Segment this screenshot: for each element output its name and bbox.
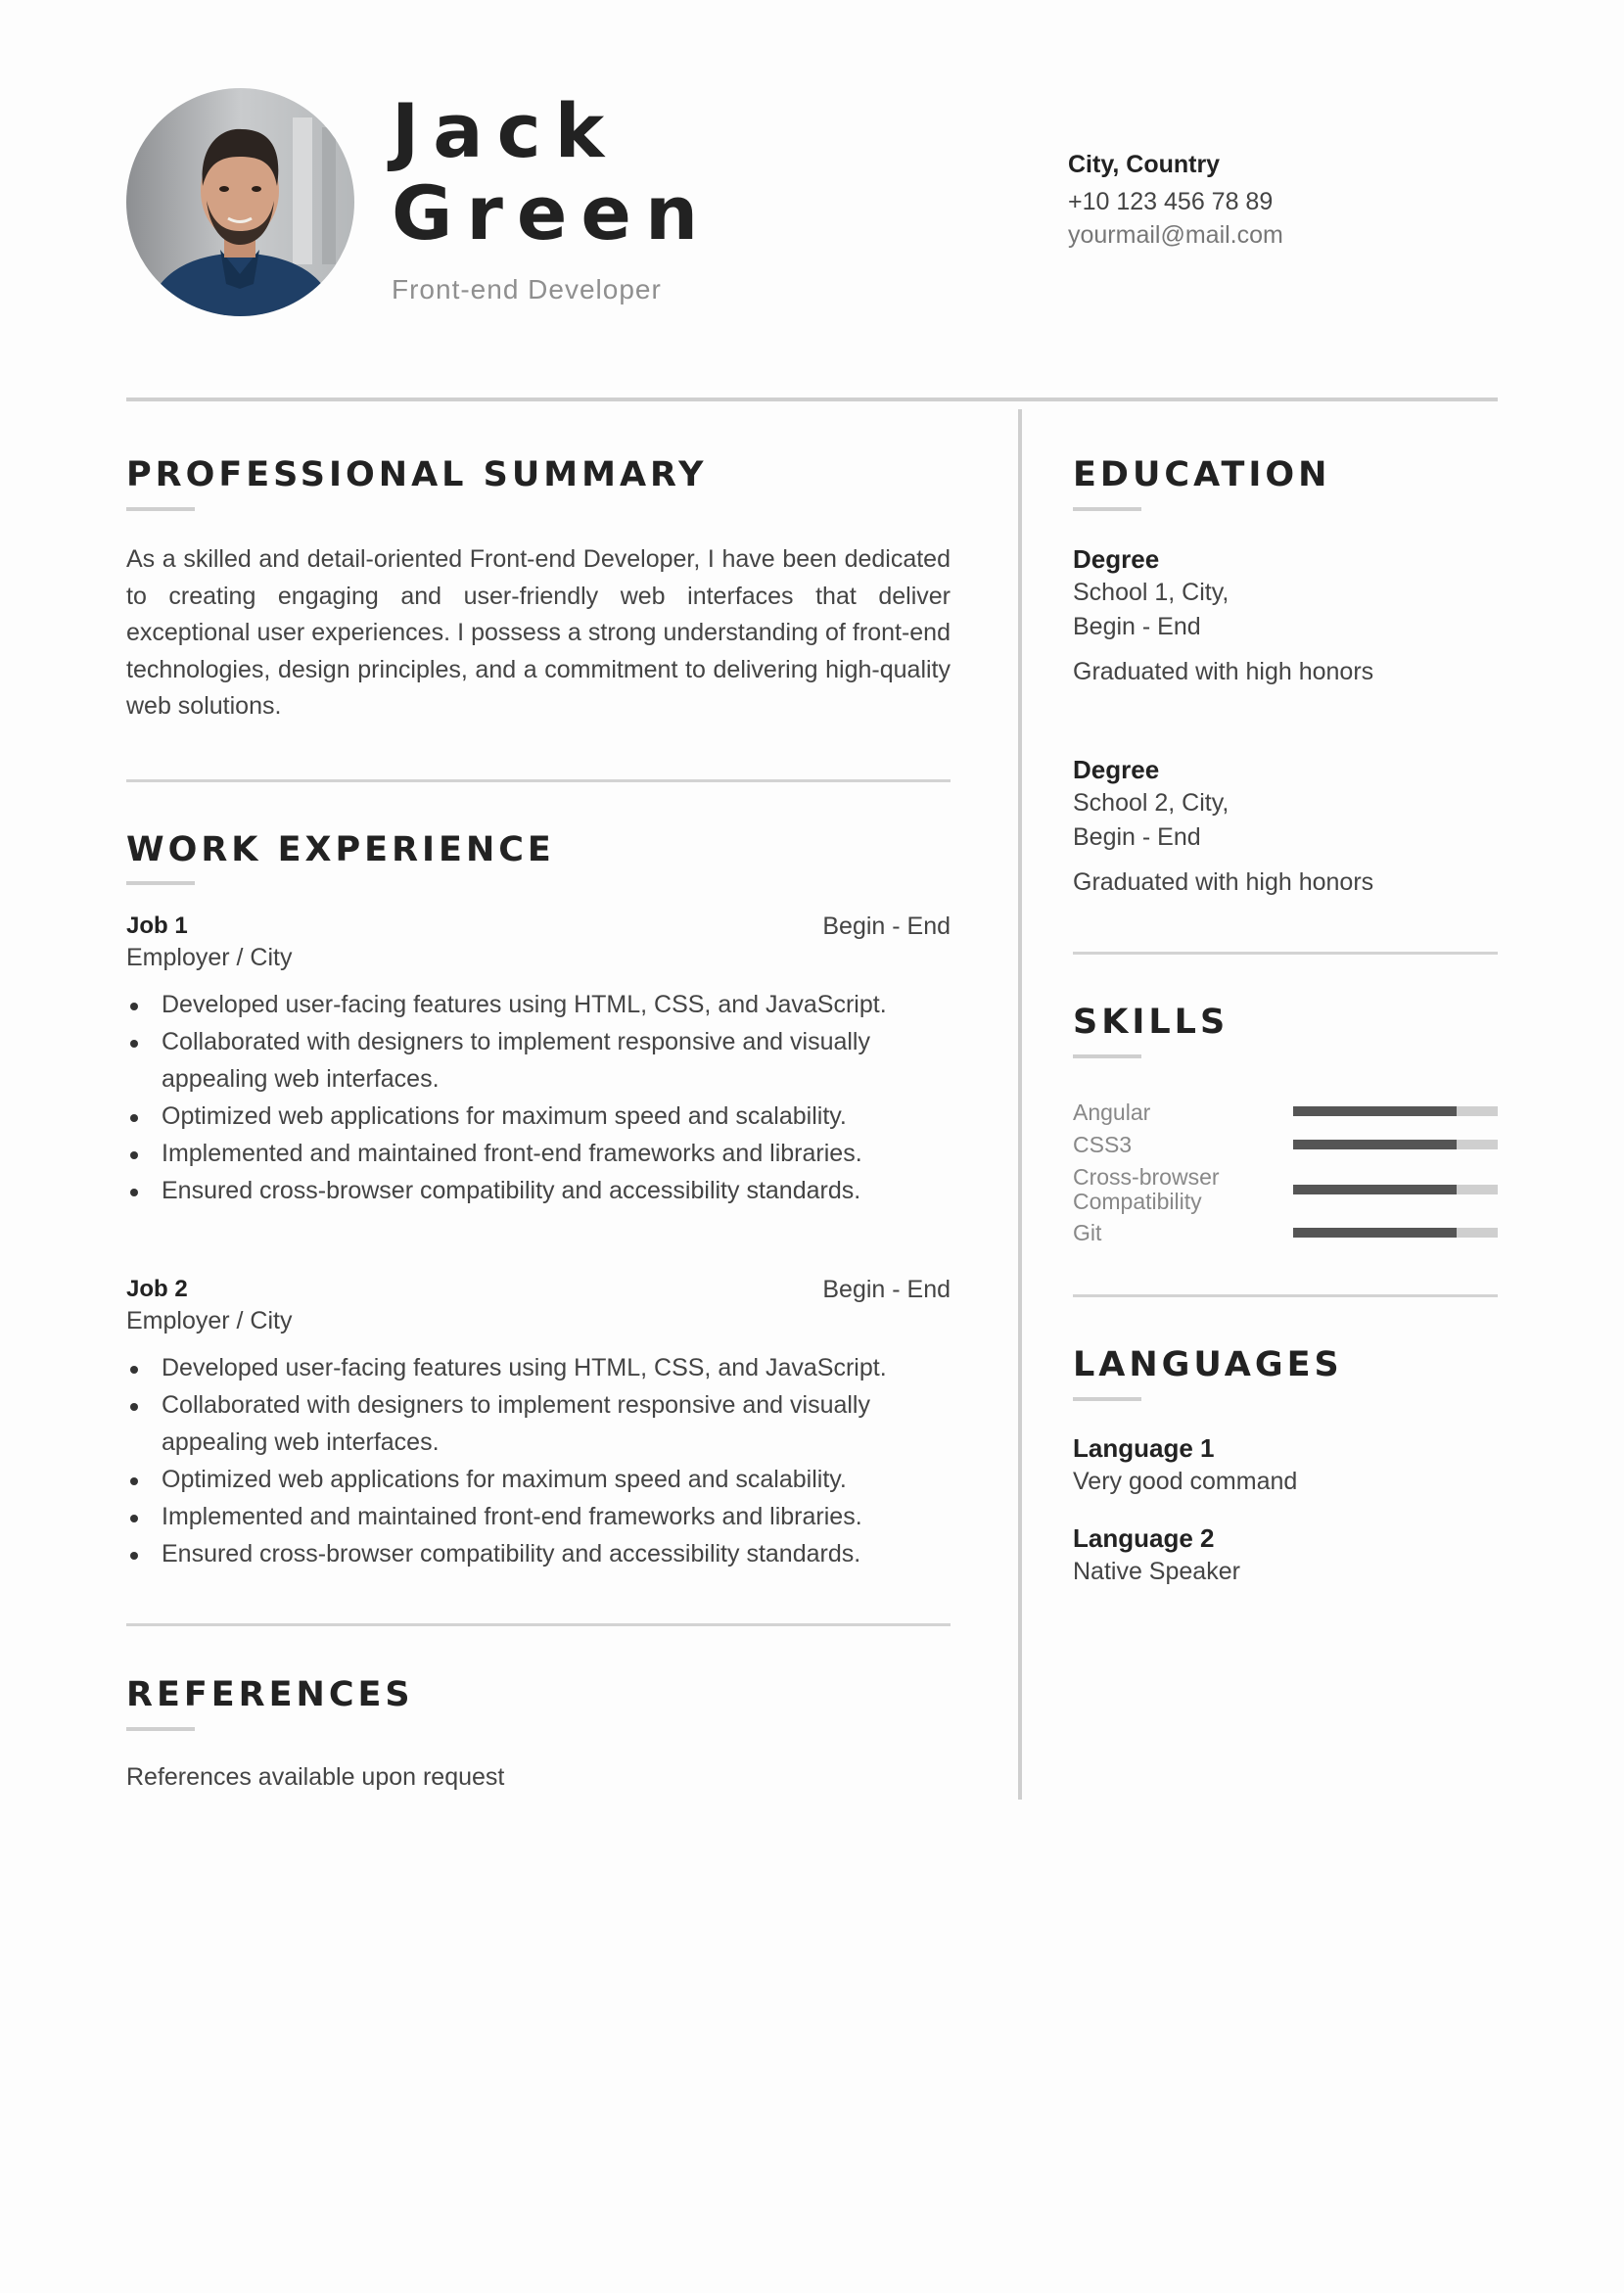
job-title: Job 2 [126, 1276, 188, 1302]
work-heading: WORK EXPERIENCE [126, 830, 555, 869]
job-bullets [126, 1349, 951, 1572]
list-item: Developed user-facing features using HTML, CSS, and JavaScript. [126, 986, 951, 1023]
skill-level-fill [1293, 1106, 1457, 1116]
skill-name: Git [1073, 1220, 1102, 1245]
skill-level-bar [1293, 1185, 1498, 1194]
job-entry [126, 913, 951, 1209]
education-heading: EDUCATION [1073, 455, 1331, 494]
last-name: Green [392, 169, 713, 257]
references-text: References available upon request [126, 1763, 505, 1791]
work-heading-underline [126, 881, 195, 885]
education-heading-underline [1073, 507, 1141, 511]
first-name: Jack [392, 87, 619, 174]
list-item: Implemented and maintained front-end frameworks and libraries. [126, 1135, 951, 1172]
contact-block [1068, 147, 1283, 251]
education-note: Graduated with high honors [1073, 868, 1374, 896]
skill-level-bar [1293, 1140, 1498, 1149]
summary-heading: PROFESSIONAL SUMMARY [126, 455, 708, 494]
skill-level-fill [1293, 1140, 1457, 1149]
degree-title: Degree [1073, 755, 1160, 784]
language-name: Language 2 [1073, 1523, 1215, 1553]
skills-divider [1073, 1294, 1498, 1297]
avatar [126, 88, 354, 316]
languages-heading: LANGUAGES [1073, 1345, 1343, 1384]
list-item: Ensured cross-browser compatibility and accessibility standards. [126, 1535, 951, 1572]
phone-number: +10 123 456 78 89 [1068, 188, 1274, 215]
job-role: Front-end Developer [392, 274, 662, 304]
job-bullets [126, 986, 951, 1209]
skill-level-fill [1293, 1228, 1457, 1238]
list-item: Optimized web applications for maximum speed and scalability. [126, 1461, 951, 1498]
skills-heading-underline [1073, 1054, 1141, 1058]
languages-heading-underline [1073, 1397, 1141, 1401]
language-level: Native Speaker [1073, 1558, 1240, 1585]
header-divider [126, 398, 1498, 401]
list-item: Ensured cross-browser compatibility and accessibility standards. [126, 1172, 951, 1209]
email-address: yourmail@mail.com [1068, 221, 1283, 249]
list-item: Collaborated with designers to implement responsive and visually appealing web interfaces. [126, 1023, 951, 1098]
degree-title: Degree [1073, 544, 1160, 574]
profile-photo [126, 88, 354, 316]
skills-heading: SKILLS [1073, 1003, 1230, 1042]
school-name: School 1, City, [1073, 579, 1230, 606]
skill-name: Cross-browser Compatibility [1073, 1164, 1220, 1214]
references-heading: REFERENCES [126, 1675, 414, 1714]
full-name [392, 87, 713, 257]
school-name: School 2, City, [1073, 789, 1230, 817]
list-item: Optimized web applications for maximum speed and scalability. [126, 1098, 951, 1135]
education-entry [1073, 542, 1484, 689]
skill-name: Angular [1073, 1100, 1151, 1125]
references-heading-underline [126, 1727, 195, 1731]
job-dates: Begin - End [822, 913, 951, 940]
list-item: Developed user-facing features using HTML, CSS, and JavaScript. [126, 1349, 951, 1386]
skill-level-bar [1293, 1106, 1498, 1116]
column-divider [1018, 409, 1022, 1800]
summary-heading-underline [126, 507, 195, 511]
language-entry [1073, 1431, 1297, 1498]
list-item: Implemented and maintained front-end frameworks and libraries. [126, 1498, 951, 1535]
summary-divider [126, 779, 951, 782]
skill-name: CSS3 [1073, 1132, 1133, 1157]
summary-text: As a skilled and detail-oriented Front-end Developer, I have been dedicated to creating engaging and user-friendly web interfaces that deliver exceptional user experiences. I possess a strong understanding of front-end technologies, design principles, and a commitment to delivering high-quality web solutions. [126, 545, 951, 720]
job-employer: Employer / City [126, 1307, 293, 1334]
skill-level-bar [1293, 1228, 1498, 1238]
education-dates: Begin - End [1073, 823, 1201, 851]
language-level: Very good command [1073, 1468, 1298, 1495]
education-entry [1073, 753, 1484, 900]
education-divider [1073, 952, 1498, 955]
job-dates: Begin - End [822, 1276, 951, 1303]
location: City, Country [1068, 151, 1221, 178]
language-name: Language 1 [1073, 1433, 1215, 1463]
work-divider [126, 1623, 951, 1626]
skill-level-fill [1293, 1185, 1457, 1194]
education-dates: Begin - End [1073, 613, 1201, 640]
job-title: Job 1 [126, 913, 188, 939]
list-item: Collaborated with designers to implement responsive and visually appealing web interfaces. [126, 1386, 951, 1461]
job-entry [126, 1276, 951, 1572]
job-employer: Employer / City [126, 944, 293, 971]
education-note: Graduated with high honors [1073, 658, 1374, 685]
language-entry [1073, 1521, 1240, 1588]
